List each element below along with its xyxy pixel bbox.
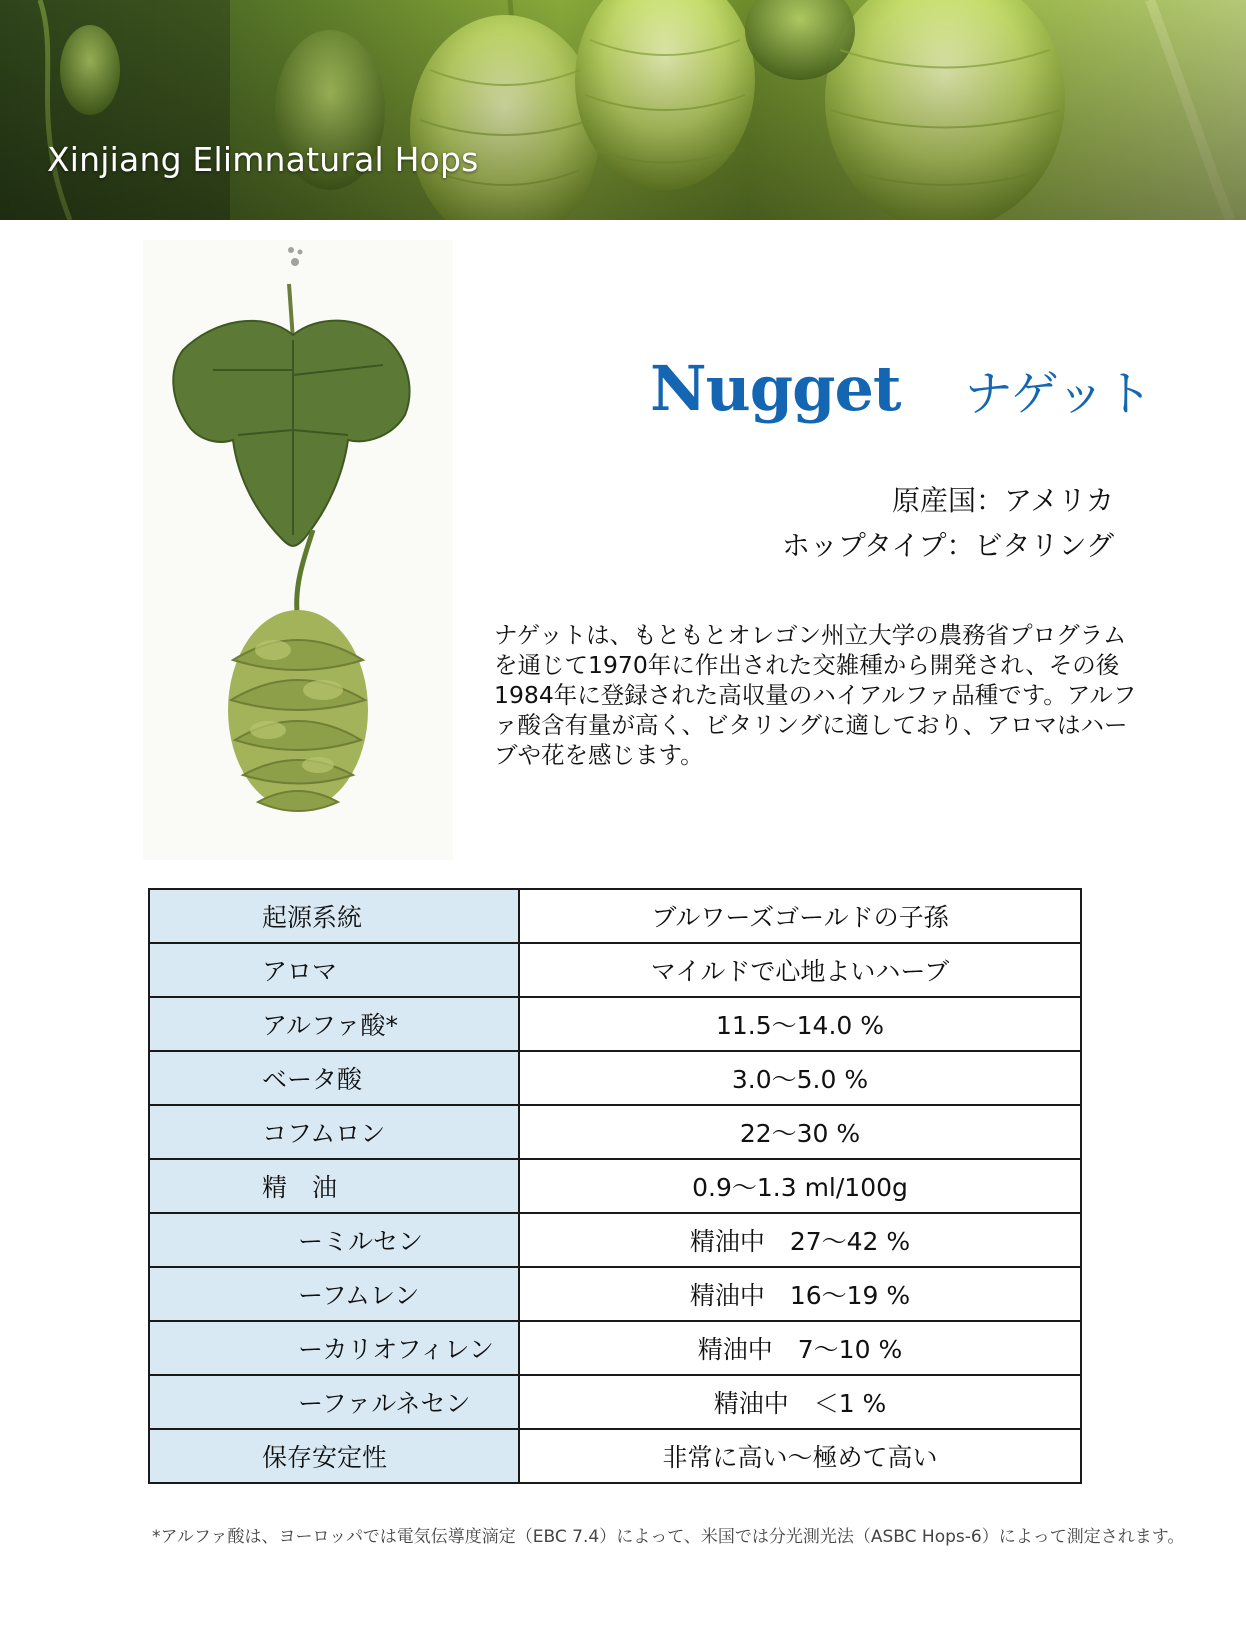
spec-value: ブルワーズゴールドの子孫	[519, 889, 1081, 943]
table-row	[149, 943, 1081, 997]
header-banner	[0, 0, 1246, 220]
table-row	[149, 1429, 1081, 1483]
hop-plant-illustration	[143, 240, 453, 860]
spec-value: 3.0～5.0 %	[519, 1051, 1081, 1105]
table-row	[149, 1051, 1081, 1105]
origin-country: 原産国：アメリカ	[891, 484, 1114, 517]
spec-label: ーファルネセン	[149, 1375, 519, 1429]
table-row	[149, 1375, 1081, 1429]
spec-label: ーミルセン	[149, 1213, 519, 1267]
hop-cones-photo	[0, 0, 1246, 220]
variety-name-english: Nugget	[650, 352, 901, 425]
variety-title	[650, 352, 1153, 425]
spec-value: 11.5～14.0 %	[519, 997, 1081, 1051]
spec-value: マイルドで心地よいハーブ	[519, 943, 1081, 997]
spec-value: 精油中 ＜1 %	[519, 1375, 1081, 1429]
table-row	[149, 1159, 1081, 1213]
spec-value: 精油中 16～19 %	[519, 1267, 1081, 1321]
hop-leaf-and-cone-icon	[143, 240, 453, 860]
spec-label: 保存安定性	[149, 1429, 519, 1483]
spec-value: 非常に高い～極めて高い	[519, 1429, 1081, 1483]
spec-label: アロマ	[149, 943, 519, 997]
table-row	[149, 1267, 1081, 1321]
table-row	[149, 1321, 1081, 1375]
spec-label: アルファ酸*	[149, 997, 519, 1051]
alpha-acid-footnote: *アルファ酸は、ヨーロッパでは電気伝導度滴定（EBC 7.4）によって、米国では分光測光法（ASBC Hops-6）によって測定されます。	[152, 1527, 1185, 1547]
banner-title: Xinjiang Elimnatural Hops	[47, 140, 479, 179]
spec-label: ーフムレン	[149, 1267, 519, 1321]
table-row	[149, 1105, 1081, 1159]
variety-meta	[782, 478, 1114, 568]
spec-value: 0.9～1.3 ml/100g	[519, 1159, 1081, 1213]
spec-label: コフムロン	[149, 1105, 519, 1159]
spec-label: ベータ酸	[149, 1051, 519, 1105]
spec-value: 精油中 7～10 %	[519, 1321, 1081, 1375]
specs-table	[148, 888, 1082, 1484]
spec-label: ーカリオフィレン	[149, 1321, 519, 1375]
spec-label: 起源系統	[149, 889, 519, 943]
hop-type: ホップタイプ：ビタリング	[781, 529, 1114, 562]
spec-value: 22～30 %	[519, 1105, 1081, 1159]
variety-description: ナゲットは、もともとオレゴン州立大学の農務省プログラムを通じて1970年に作出された交雑種から開発され、その後1984年に登録された高収量のハイアルファ品種です。アルファ酸含有量が高く、ビタリングに適しており、アロマはハーブや花を感じます。	[494, 621, 1137, 769]
table-row	[149, 1213, 1081, 1267]
spec-label: 精 油	[149, 1159, 519, 1213]
table-row	[149, 997, 1081, 1051]
variety-name-japanese: ナゲット	[964, 366, 1153, 422]
spec-value: 精油中 27～42 %	[519, 1213, 1081, 1267]
table-row	[149, 889, 1081, 943]
